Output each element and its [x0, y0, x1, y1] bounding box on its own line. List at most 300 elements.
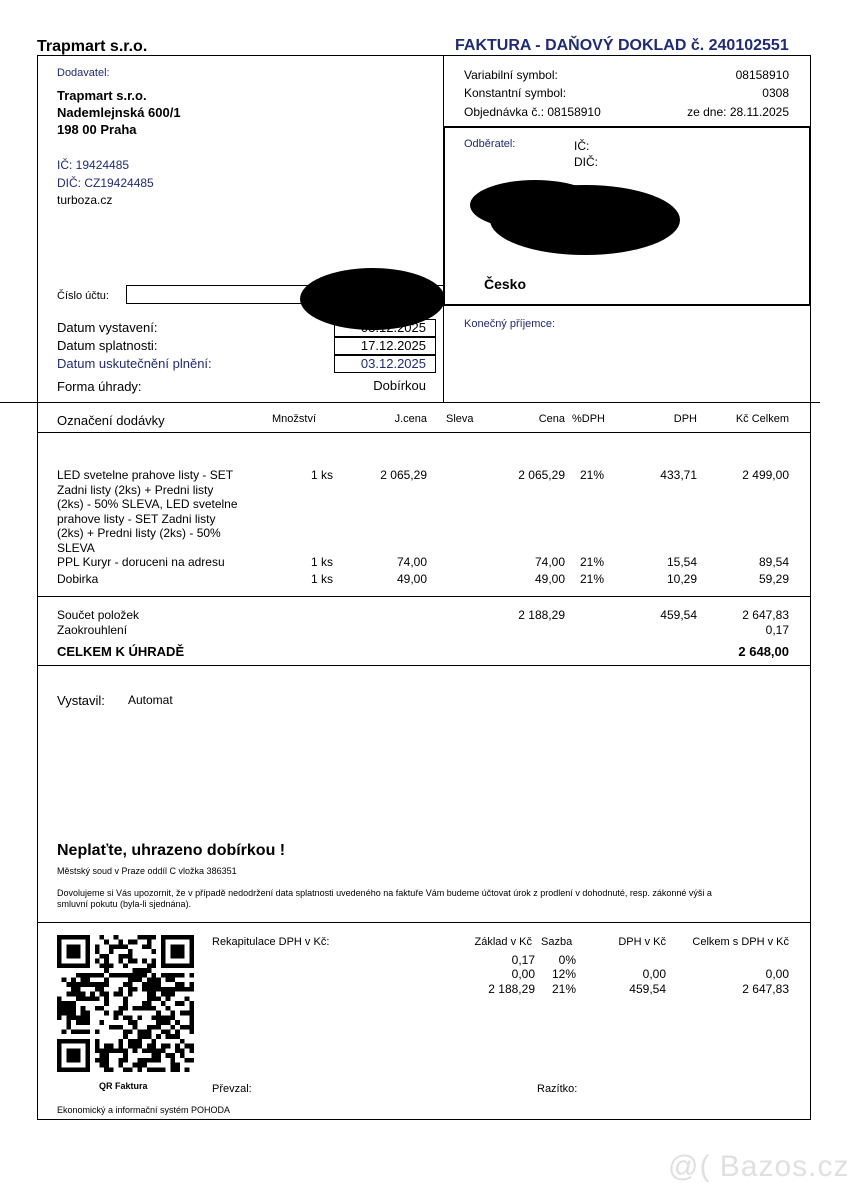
qr-module — [147, 963, 152, 968]
qr-module — [71, 1048, 76, 1053]
qr-module — [81, 1029, 86, 1034]
qr-module — [100, 973, 105, 978]
qr-module — [118, 940, 123, 945]
qr-module — [57, 996, 62, 1001]
issuer-label: Vystavil: — [57, 693, 105, 708]
qr-module — [189, 1044, 194, 1049]
item-name-line: Zadni listy (2ks) + Predni listy — [57, 482, 214, 497]
qr-module — [100, 963, 105, 968]
item-name-line: Dobirka — [57, 572, 99, 586]
qr-module — [133, 968, 138, 973]
qr-module — [170, 973, 175, 978]
qr-module — [133, 1048, 138, 1053]
qr-module — [137, 1063, 142, 1068]
qr-module — [147, 1001, 152, 1006]
qr-module — [185, 935, 190, 940]
qr-module — [137, 968, 142, 973]
qr-module — [133, 973, 138, 978]
qr-module — [151, 982, 156, 987]
qr-module — [76, 963, 81, 968]
qr-module — [76, 992, 81, 997]
supplier-label: Dodavatel: — [57, 67, 110, 79]
qr-module — [90, 982, 95, 987]
vat-col-vat: DPH v Kč — [618, 936, 666, 948]
qr-module — [85, 1029, 90, 1034]
item-qty: 1 ks — [311, 555, 334, 569]
qr-module — [166, 996, 171, 1001]
item-unit-price: 49,00 — [396, 572, 427, 586]
frame-bottom — [37, 1119, 811, 1120]
qr-module — [123, 954, 128, 959]
qr-module — [161, 1015, 166, 1020]
customer-ico-label: IČ: — [574, 139, 590, 153]
frame-left — [37, 55, 38, 1120]
item-name-line: (2ks) - 50% SLEVA, LED svetelne — [57, 497, 238, 511]
qr-module — [114, 1025, 119, 1030]
qr-module — [66, 935, 71, 940]
qr-module — [123, 1029, 128, 1034]
qr-module — [142, 944, 147, 949]
qr-module — [76, 1039, 81, 1044]
qr-module — [76, 996, 81, 1001]
qr-module — [142, 1034, 147, 1039]
qr-module — [128, 1015, 133, 1020]
qr-module — [109, 1067, 114, 1072]
qr-module — [123, 996, 128, 1001]
item-unit-price: 74,00 — [396, 555, 427, 569]
qr-module — [71, 978, 76, 983]
item-price: 2 065,29 — [518, 468, 565, 482]
qr-module — [62, 1039, 67, 1044]
qr-module — [133, 987, 138, 992]
items-top-line — [0, 402, 820, 403]
qr-module — [189, 940, 194, 945]
qr-module — [95, 1006, 100, 1011]
court-registration: Městský soud v Praze oddíl C vložka 386351 — [57, 866, 237, 876]
received-label: Převzal: — [212, 1083, 252, 1095]
qr-module — [57, 949, 62, 954]
qr-module — [189, 1011, 194, 1016]
item-vat-pct: 21% — [580, 555, 605, 569]
qr-module — [104, 940, 109, 945]
vat-row-rate: 12% — [551, 967, 576, 981]
qr-module — [156, 1048, 161, 1053]
qr-module — [175, 1048, 180, 1053]
qr-module — [142, 982, 147, 987]
col-discount: Sleva — [446, 413, 474, 425]
qr-module — [123, 1053, 128, 1058]
vat-row-rate: 21% — [551, 982, 576, 996]
qr-module — [175, 1029, 180, 1034]
qr-module — [57, 940, 62, 945]
qr-module — [133, 1044, 138, 1049]
vat-row-total: 2 647,83 — [742, 982, 789, 996]
qr-module — [166, 992, 171, 997]
qr-module — [57, 1067, 62, 1072]
supplier-name: Trapmart s.r.o. — [57, 88, 147, 103]
qr-module — [57, 1058, 62, 1063]
qr-module — [85, 1020, 90, 1025]
qr-module — [156, 1053, 161, 1058]
qr-module — [189, 973, 194, 978]
constant-symbol-value: 0308 — [762, 86, 789, 100]
qr-module — [57, 959, 62, 964]
qr-module — [133, 978, 138, 983]
qr-module — [180, 1025, 185, 1030]
qr-module — [81, 1039, 86, 1044]
qr-module — [118, 954, 123, 959]
qr-module — [189, 1048, 194, 1053]
qr-module — [104, 968, 109, 973]
item-name-line: PPL Kuryr - doruceni na adresu — [57, 555, 225, 569]
qr-module — [156, 978, 161, 983]
qr-module — [175, 1020, 180, 1025]
customer-dic-label: DIČ: — [574, 155, 598, 169]
vat-col-base: Základ v Kč — [474, 936, 532, 948]
qr-module — [137, 1006, 142, 1011]
qr-module — [118, 1039, 123, 1044]
vat-row-base: 2 188,29 — [488, 982, 535, 996]
qr-module — [170, 987, 175, 992]
qr-module — [118, 959, 123, 964]
qr-module — [137, 1029, 142, 1034]
qr-module — [142, 987, 147, 992]
notice-bottom-line — [37, 922, 810, 923]
qr-module — [71, 963, 76, 968]
payment-label: Forma úhrady: — [57, 379, 142, 394]
qr-module — [62, 935, 67, 940]
item-qty: 1 ks — [311, 468, 334, 482]
qr-module — [104, 1001, 109, 1006]
qr-module — [109, 1025, 114, 1030]
col-vat-pct: %DPH — [572, 413, 606, 425]
qr-module — [57, 1015, 62, 1020]
qr-module — [71, 1001, 76, 1006]
qr-module — [100, 1063, 105, 1068]
qr-module — [189, 954, 194, 959]
qr-module — [166, 1029, 171, 1034]
qr-module — [166, 978, 171, 983]
qr-module — [151, 1006, 156, 1011]
qr-module — [151, 963, 156, 968]
qr-module — [133, 1063, 138, 1068]
qr-module — [133, 1039, 138, 1044]
qr-module — [137, 1058, 142, 1063]
qr-module — [100, 935, 105, 940]
supplier-city: 198 00 Praha — [57, 122, 137, 137]
qr-module — [137, 1015, 142, 1020]
qr-module — [170, 944, 175, 949]
qr-module — [161, 987, 166, 992]
qr-module — [156, 1020, 161, 1025]
qr-module — [66, 1006, 71, 1011]
qr-module — [185, 1067, 190, 1072]
qr-module — [137, 1044, 142, 1049]
order-date: ze dne: 28.11.2025 — [687, 105, 789, 119]
qr-module — [147, 996, 152, 1001]
item-price: 74,00 — [534, 555, 565, 569]
qr-module — [123, 1001, 128, 1006]
qr-module — [128, 992, 133, 997]
items-header-line — [37, 432, 810, 433]
qr-module — [66, 1048, 71, 1053]
item-name-line: (2ks) + Predni listy (2ks) - 50% — [57, 526, 221, 540]
qr-module — [147, 1048, 152, 1053]
qr-module — [114, 935, 119, 940]
qr-module — [151, 1058, 156, 1063]
qr-module — [166, 1006, 171, 1011]
qr-module — [123, 1006, 128, 1011]
qr-module — [123, 1067, 128, 1072]
qr-module — [161, 954, 166, 959]
account-label: Číslo účtu: — [57, 290, 109, 302]
qr-module — [137, 1034, 142, 1039]
qr-module — [57, 963, 62, 968]
qr-module — [185, 987, 190, 992]
qr-module — [142, 1029, 147, 1034]
qr-module — [81, 992, 86, 997]
qr-module — [66, 1020, 71, 1025]
qr-module — [109, 944, 114, 949]
variable-symbol-value: 08158910 — [735, 68, 789, 82]
qr-module — [142, 1058, 147, 1063]
customer-country: Česko — [484, 276, 527, 292]
qr-module — [81, 1067, 86, 1072]
qr-module — [166, 973, 171, 978]
qr-module — [114, 944, 119, 949]
qr-module — [147, 992, 152, 997]
supplier-web: turboza.cz — [57, 193, 113, 207]
vat-row-vat: 0,00 — [642, 967, 666, 981]
qr-module — [100, 1058, 105, 1063]
qr-module — [85, 1039, 90, 1044]
qr-module — [85, 1053, 90, 1058]
qr-module — [156, 1058, 161, 1063]
qr-module — [156, 996, 161, 1001]
qr-module — [66, 1001, 71, 1006]
qr-module — [128, 1067, 133, 1072]
qr-module — [66, 1067, 71, 1072]
qr-module — [147, 1025, 152, 1030]
qr-module — [166, 1020, 171, 1025]
qr-module — [76, 1015, 81, 1020]
item-total: 59,29 — [758, 572, 789, 586]
sum-price: 2 188,29 — [518, 608, 565, 622]
qr-module — [189, 1001, 194, 1006]
qr-module — [118, 1048, 123, 1053]
qr-module — [128, 949, 133, 954]
qr-module — [161, 959, 166, 964]
qr-module — [151, 959, 156, 964]
qr-module — [166, 1034, 171, 1039]
qr-module — [81, 1015, 86, 1020]
qr-module — [66, 944, 71, 949]
qr-module — [142, 1001, 147, 1006]
frame-top — [37, 55, 810, 56]
qr-module — [156, 987, 161, 992]
qr-module — [62, 978, 67, 983]
qr-module — [81, 1006, 86, 1011]
qr-module — [95, 959, 100, 964]
qr-module — [128, 987, 133, 992]
qr-module — [62, 1001, 67, 1006]
qr-module — [175, 954, 180, 959]
qr-module — [161, 1048, 166, 1053]
vat-row-rate: 0% — [558, 953, 576, 967]
qr-module — [151, 1053, 156, 1058]
qr-module — [161, 1029, 166, 1034]
qr-module — [71, 1029, 76, 1034]
qr-module — [123, 1058, 128, 1063]
order-number: Objednávka č.: 08158910 — [464, 105, 601, 119]
qr-module — [57, 1039, 62, 1044]
qr-module — [62, 1011, 67, 1016]
qr-module — [118, 973, 123, 978]
qr-module — [180, 1011, 185, 1016]
qr-module — [175, 973, 180, 978]
qr-module — [170, 1067, 175, 1072]
qr-module — [180, 944, 185, 949]
qr-module — [85, 1067, 90, 1072]
qr-module — [95, 949, 100, 954]
qr-module — [57, 935, 62, 940]
company-header: Trapmart s.r.o. — [37, 38, 148, 55]
qr-module — [95, 1039, 100, 1044]
qr-module — [175, 982, 180, 987]
qr-module — [104, 1067, 109, 1072]
qr-module — [180, 954, 185, 959]
item-vat: 433,71 — [660, 468, 697, 482]
qr-module — [104, 1053, 109, 1058]
qr-module — [85, 1011, 90, 1016]
qr-module — [95, 996, 100, 1001]
qr-module — [114, 1011, 119, 1016]
qr-module — [71, 1011, 76, 1016]
qr-module — [104, 1044, 109, 1049]
qr-module — [137, 935, 142, 940]
qr-module — [133, 1006, 138, 1011]
qr-module — [66, 954, 71, 959]
qr-module — [170, 935, 175, 940]
vat-row-vat: 459,54 — [629, 982, 666, 996]
qr-module — [189, 1006, 194, 1011]
sum-total: 2 647,83 — [742, 608, 789, 622]
qr-module — [151, 1044, 156, 1049]
qr-module — [118, 1011, 123, 1016]
qr-module — [175, 963, 180, 968]
qr-module — [151, 987, 156, 992]
qr-module — [114, 973, 119, 978]
qr-module — [95, 973, 100, 978]
qr-module — [175, 949, 180, 954]
qr-module — [189, 944, 194, 949]
qr-module — [76, 987, 81, 992]
qr-module — [189, 935, 194, 940]
qr-module — [71, 954, 76, 959]
qr-module — [185, 1025, 190, 1030]
qr-module — [142, 1048, 147, 1053]
qr-module — [170, 949, 175, 954]
qr-module — [137, 978, 142, 983]
qr-module — [104, 992, 109, 997]
qr-module — [85, 982, 90, 987]
qr-module — [185, 1011, 190, 1016]
qr-module — [151, 949, 156, 954]
item-price: 49,00 — [534, 572, 565, 586]
notice-line: Dovolujeme si Vás upozornit, že v případě nedodržení data splatnosti uvedeného na faktuře Vám budeme účtovat úrok z prodlení v dohodnuté, resp. zákonné výši a — [57, 888, 712, 898]
qr-module — [128, 1044, 133, 1049]
qr-module — [100, 1020, 105, 1025]
item-vat: 10,29 — [666, 572, 697, 586]
qr-module — [180, 1039, 185, 1044]
qr-module — [189, 949, 194, 954]
qr-module — [147, 968, 152, 973]
system-footer: Ekonomický a informační systém POHODA — [57, 1105, 231, 1115]
qr-module — [81, 996, 86, 1001]
qr-module — [128, 940, 133, 945]
qr-module — [85, 996, 90, 1001]
vat-row-base: 0,17 — [511, 953, 535, 967]
qr-module — [175, 987, 180, 992]
qr-module — [85, 1015, 90, 1020]
qr-module — [85, 978, 90, 983]
qr-module — [95, 1048, 100, 1053]
qr-module — [189, 987, 194, 992]
paid-notice: Neplaťte, uhrazeno dobírkou ! — [57, 842, 286, 859]
qr-module — [85, 1063, 90, 1068]
qr-module — [109, 963, 114, 968]
qr-module — [57, 1001, 62, 1006]
qr-module — [151, 1067, 156, 1072]
qr-module — [85, 1044, 90, 1049]
rounding-value: 0,17 — [765, 623, 789, 637]
qr-module — [166, 987, 171, 992]
qr-module — [128, 959, 133, 964]
col-unit-price: J.cena — [394, 413, 427, 425]
qr-module — [76, 935, 81, 940]
bazos-watermark: @( Bazos.cz — [668, 1150, 850, 1183]
payment-value: Dobírkou — [373, 378, 426, 393]
qr-module — [114, 1015, 119, 1020]
qr-module — [76, 1029, 81, 1034]
supplier-street: Nademlejnská 600/1 — [57, 105, 181, 120]
qr-module — [85, 1058, 90, 1063]
qr-module — [104, 1011, 109, 1016]
invoice-title: FAKTURA - DAŇOVÝ DOKLAD č. 240102551 — [455, 37, 789, 54]
qr-module — [66, 1053, 71, 1058]
qr-module — [180, 1048, 185, 1053]
sum-vat: 459,54 — [660, 608, 697, 622]
qr-module — [156, 1067, 161, 1072]
item-name-line: LED svetelne prahove listy - SET — [57, 468, 234, 482]
qr-module — [180, 973, 185, 978]
sum-label: Součet položek — [57, 608, 140, 622]
qr-module — [161, 1067, 166, 1072]
qr-module — [118, 1058, 123, 1063]
qr-module — [180, 935, 185, 940]
qr-module — [71, 1067, 76, 1072]
col-vat: DPH — [673, 413, 697, 425]
qr-module — [137, 1039, 142, 1044]
qr-module — [161, 973, 166, 978]
qr-module — [151, 996, 156, 1001]
item-unit-price: 2 065,29 — [380, 468, 427, 482]
summary-line — [37, 596, 810, 597]
qr-module — [76, 954, 81, 959]
qr-module — [142, 968, 147, 973]
supplier-dic: DIČ: CZ19424485 — [57, 176, 154, 190]
qr-module — [151, 992, 156, 997]
